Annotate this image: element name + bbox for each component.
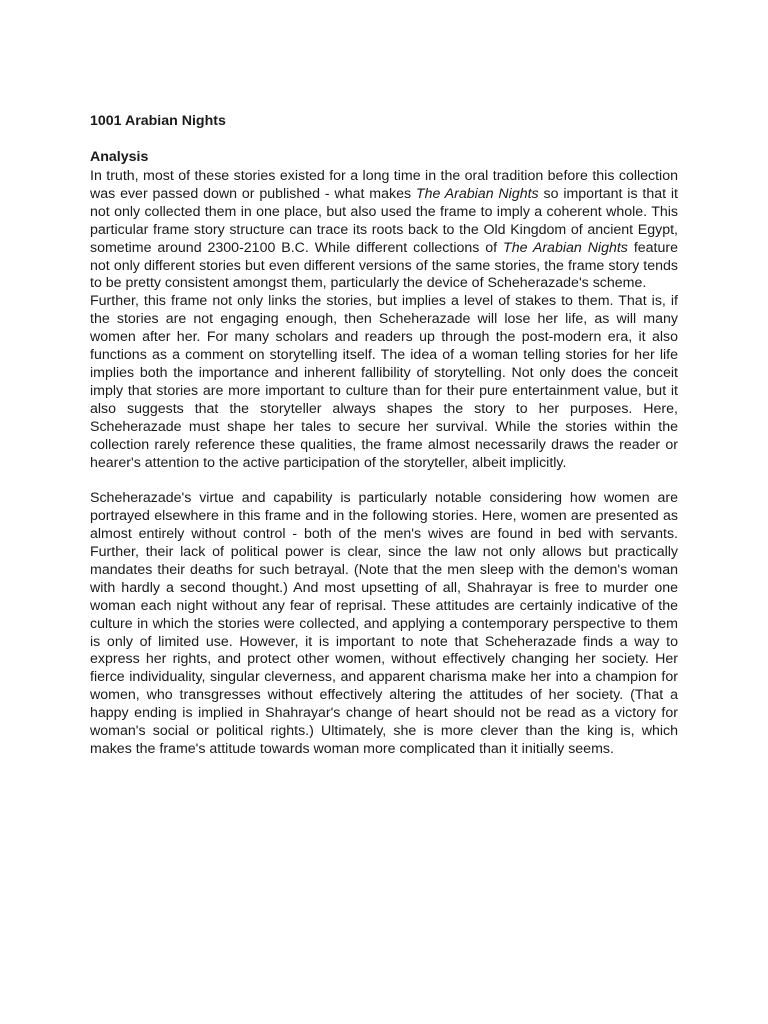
- book-title-italic: The Arabian Nights: [503, 239, 628, 256]
- book-title-italic: The Arabian Nights: [415, 185, 539, 202]
- paragraph-spacer: [90, 472, 678, 490]
- paragraph-1: [90, 168, 678, 293]
- section-heading-analysis: Analysis: [90, 149, 149, 165]
- paragraph-3: Scheherazade's virtue and capability is particularly notable considering how women are portrayed elsewhere in this frame and in the following stories. Here, women are presented as almost entirely without control - both of the men's wives are found in bed with servants. Further, their lack of political power is clear, since the law not only allows but practically mandates their deaths for such betrayal. (Note that the men sleep with the demon's woman with hardly a second thought.) And most upsetting of all, Shahrayar is free to murder one woman each night without any fear of reprisal. These attitudes are certainly indicative of the culture in which the stories were collected, and applying a contemporary perspective to them is only of limited use. However, it is important to note that Scheherazade finds a way to express her rights, and protect other women, without effectively changing her society. Her fierce individuality, singular cleverness, and apparent charisma make her into a champion for women, who transgresses without effectively altering the attitudes of her society. (That a happy ending is implied in Shahrayar's change of heart should not be read as a victory for woman's social or political rights.) Ultimately, she is more clever than the king is, which makes the frame's attitude towards woman more complicated than it initially seems.: [90, 490, 678, 757]
- paragraph-2: Further, this frame not only links the stories, but implies a level of stakes to them. That is, if the stories are not engaging enough, then Scheherazade will lose her life, as will many women after her. For many scholars and readers up through the post-modern era, it also functions as a comment on storytelling itself. The idea of a woman telling stories for her life implies both the importance and inherent fallibility of storytelling. Not only does the conceit imply that stories are more important to culture than for their pure entertainment value, but it also suggests that the storyteller always shapes the story to her purposes. Here, Scheherazade must shape her tales to secure her survival. While the stories within the collection rarely reference these qualities, the frame almost necessarily draws the reader or hearer's attention to the active participation of the storyteller, albeit implicitly.: [90, 293, 678, 471]
- paragraph-1-text-c: feature not only different stories but even different versions of the same stories, the frame story tends to be pretty consistent amongst them, particularly the device of Scheherazade's scheme.: [90, 239, 678, 292]
- paragraph-1-text-a: In truth, most of these stories existed for a long time in the oral tradition before this collection was ever passed down or published - what makes: [90, 168, 678, 202]
- document-title: 1001 Arabian Nights: [90, 113, 226, 129]
- paragraph-1-text-b: so important is that it not only collected them in one place, but also used the frame to imply a coherent whole. This particular frame story structure can trace its roots back to the Old Kingdom of ancient Egypt, sometime around 2300-2100 B.C. While different collections of: [90, 185, 678, 256]
- document-page: [90, 112, 678, 759]
